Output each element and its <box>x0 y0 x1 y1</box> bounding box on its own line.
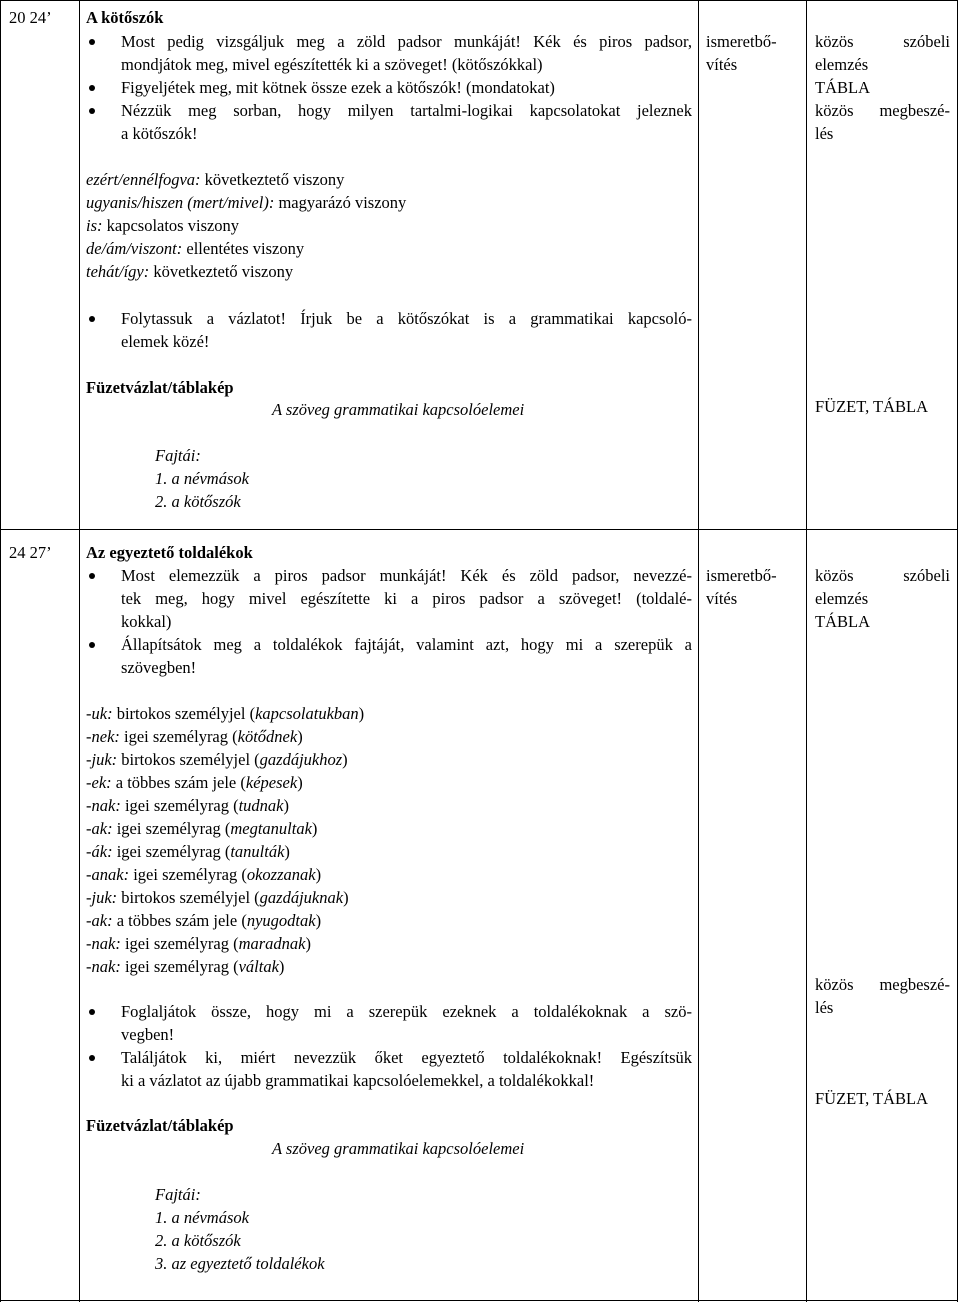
table-left-border <box>0 0 1 1302</box>
list-item: ugyanis/hiszen (mert/mivel): magyarázó viszony <box>86 193 407 212</box>
bullet-line: Állapítsátok meg a toldalékok fajtáját, valamint azt, hogy mi a szerepük a <box>121 635 692 654</box>
form-cell <box>815 973 950 1019</box>
list-item: de/ám/viszont: ellentétes viszony <box>86 239 305 258</box>
time-range: 20 24’ <box>9 8 52 27</box>
bullet-item <box>86 307 692 353</box>
method-cell <box>706 564 777 610</box>
column-divider-time <box>79 0 80 1302</box>
list-item: is: kapcsolatos viszony <box>86 216 240 235</box>
table-right-border <box>957 0 958 1302</box>
list-item: -ák: igei személyrag (tanulták) <box>86 842 290 861</box>
bullet-line: Találjátok ki, miért nevezzük őket egyeztető toldalékoknak! Egészítsük <box>121 1048 692 1067</box>
notebook-heading: Füzetvázlat/táblakép <box>86 1116 234 1135</box>
tools-label: FÜZET, TÁBLA <box>815 1089 929 1108</box>
list-item: ezért/ennélfogva: következtető viszony <box>86 170 345 189</box>
list-item: tehát/így: következtető viszony <box>86 262 294 281</box>
form-line: elemzés <box>815 55 869 74</box>
bullet-item <box>86 1046 692 1092</box>
list-item: -nek: igei személyrag (kötődnek) <box>86 727 303 746</box>
form-line: lés <box>815 124 834 143</box>
list-item: -ak: a többes szám jele (nyugodtak) <box>86 911 322 930</box>
bullet-line: mondjátok meg, mivel egészítették ki a szöveget! (kötőszókkal) <box>121 55 543 74</box>
bullet-line: Most pedig vizsgáljuk meg a zöld padsor munkáját! Kék és piros padsor, <box>121 32 692 51</box>
notebook-title: A szöveg grammatikai kapcsolóelemei <box>272 1139 525 1158</box>
list-item: -juk: birtokos személyjel (gazdájukhoz) <box>86 750 348 769</box>
suffix-list <box>86 702 364 978</box>
bullet-item <box>86 76 692 99</box>
section-title: Az egyeztető toldalékok <box>86 543 253 562</box>
bullet-line: tek meg, hogy mivel egészítette ki a piros padsor a szöveget! (toldalé- <box>121 589 692 608</box>
types-label: Fajtái: <box>155 446 201 465</box>
list-item: -nak: igei személyrag (maradnak) <box>86 934 311 953</box>
form-line: elemzés <box>815 589 869 608</box>
bullet-line: Figyeljétek meg, mit kötnek össze ezek a kötőszók! (mondatokat) <box>121 78 555 97</box>
table-top-border <box>0 0 958 1</box>
bullet-icon <box>89 39 95 45</box>
list-item: -nak: igei személyrag (váltak) <box>86 957 285 976</box>
row-divider <box>0 529 958 530</box>
method-line: vítés <box>706 55 738 74</box>
list-item: -ek: a többes szám jele (képesek) <box>86 773 303 792</box>
form-line: közös szóbeli <box>815 566 950 585</box>
bullet-item <box>86 633 692 679</box>
bullet-line: Foglaljátok össze, hogy mi a szerepük ezeknek a toldalékoknak a szö- <box>121 1002 692 1021</box>
types-list <box>155 444 249 513</box>
bullet-item <box>86 99 692 145</box>
bullet-icon <box>89 573 95 579</box>
list-item: 2. a kötőszók <box>155 492 241 511</box>
bullet-icon <box>89 1009 95 1015</box>
list-item: -nak: igei személyrag (tudnak) <box>86 796 289 815</box>
form-line: közös szóbeli <box>815 32 950 51</box>
bullet-line: Folytassuk a vázlatot! Írjuk be a kötőszókat is a grammatikai kapcsoló- <box>121 309 692 328</box>
bullet-line: szövegben! <box>121 658 197 677</box>
bullet-icon <box>89 316 95 322</box>
bullet-line: kokkal) <box>121 612 172 631</box>
bullet-item <box>86 30 692 76</box>
list-item: 1. a névmások <box>155 469 249 488</box>
bullet-line: Nézzük meg sorban, hogy milyen tartalmi-logikai kapcsolatokat jeleznek <box>121 101 692 120</box>
form-line: közös megbeszé- <box>815 101 950 120</box>
list-item: -anak: igei személyrag (okozzanak) <box>86 865 322 884</box>
bullet-line: elemek közé! <box>121 332 210 351</box>
bullet-item <box>86 564 692 633</box>
list-item: 3. az egyeztető toldalékok <box>155 1254 325 1273</box>
bullet-icon <box>89 642 95 648</box>
column-divider-method <box>806 0 807 1302</box>
relations-list <box>86 168 406 283</box>
bullet-line: vegben! <box>121 1025 175 1044</box>
bullet-item <box>86 1000 692 1046</box>
section-title: A kötőszók <box>86 8 164 27</box>
method-line: ismeretbő- <box>706 32 777 51</box>
list-item: 1. a névmások <box>155 1208 249 1227</box>
column-divider-content <box>698 0 699 1302</box>
types-label: Fajtái: <box>155 1185 201 1204</box>
form-line: közös megbeszé- <box>815 975 950 994</box>
form-cell <box>815 30 950 145</box>
notebook-heading: Füzetvázlat/táblakép <box>86 378 234 397</box>
form-line: TÁBLA <box>815 612 870 631</box>
types-list <box>155 1183 325 1275</box>
method-cell <box>706 30 777 76</box>
list-item: -juk: birtokos személyjel (gazdájuknak) <box>86 888 349 907</box>
form-line: TÁBLA <box>815 78 870 97</box>
bullet-line: Most elemezzük a piros padsor munkáját! Kék és zöld padsor, nevezzé- <box>121 566 692 585</box>
list-item: 2. a kötőszók <box>155 1231 241 1250</box>
bullet-icon <box>89 1055 95 1061</box>
time-range: 24 27’ <box>9 543 52 562</box>
notebook-title: A szöveg grammatikai kapcsolóelemei <box>272 400 525 419</box>
bullet-icon <box>89 85 95 91</box>
table-bottom-border <box>0 1300 958 1301</box>
form-line: lés <box>815 998 834 1017</box>
method-line: ismeretbő- <box>706 566 777 585</box>
list-item: -ak: igei személyrag (megtanultak) <box>86 819 318 838</box>
bullet-icon <box>89 108 95 114</box>
form-cell <box>815 564 950 633</box>
bullet-line: a kötőszók! <box>121 124 198 143</box>
tools-label: FÜZET, TÁBLA <box>815 397 929 416</box>
method-line: vítés <box>706 589 738 608</box>
bullet-line: ki a vázlatot az újabb grammatikai kapcsolóelemekkel, a toldalékokkal! <box>121 1071 595 1090</box>
list-item: -uk: birtokos személyjel (kapcsolatukban) <box>86 704 365 723</box>
